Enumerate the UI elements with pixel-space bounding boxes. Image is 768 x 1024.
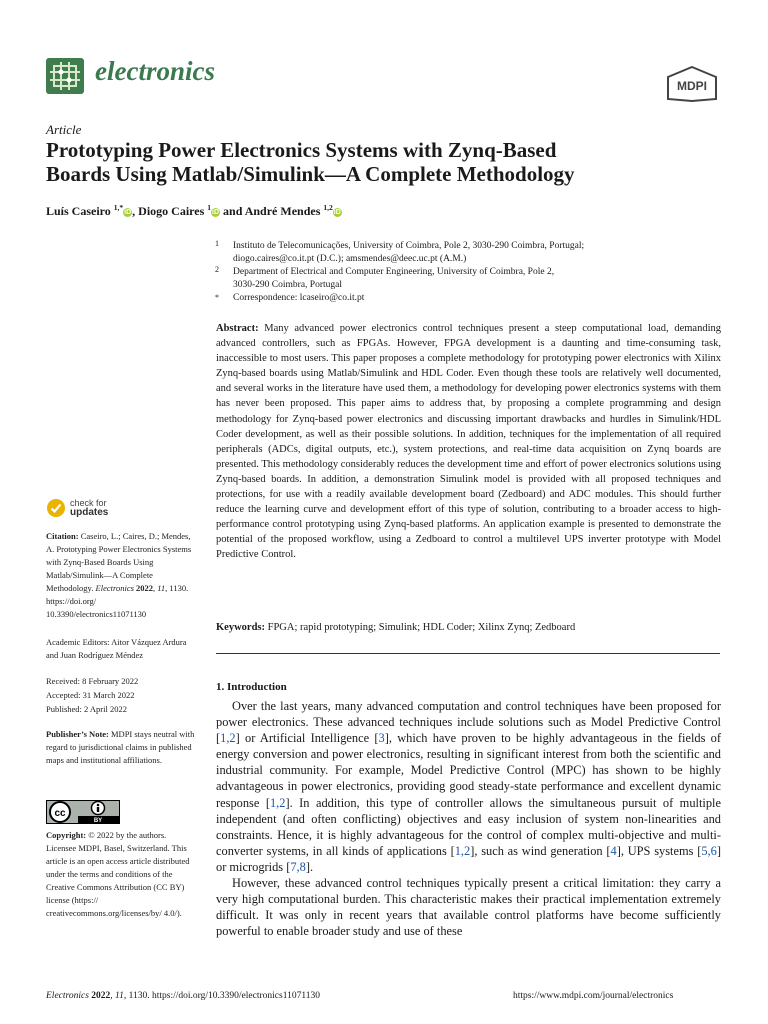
abstract: Abstract: Many advanced power electronics control techniques present a steep computational load, demanding advanced controllers, such as FPGAs. However, FPGA development is a daunting and time-consuming task, inaccessible to most users. This paper proposes a complete methodology for prototyping power electronics with Xilinx Zynq-based boards using Matlab/Simulink and HDL Coder. Even though these tools are relatively well documented, and several works in the literature have used them, a methodology for developing power electronics systems with them has never been proposed. This paper aims to address that, by proposing a complete programming and design methodology for Zynq-based power electronics and discussing important drawbacks and hurdles in Simulink/HDL Coder development, as well as their possible solutions. In addition, techniques for the implementation of all required peripherals (ADCs, digital outputs, etc.), system protections, and real-time data acquisition on Zynq boards are presented. This methodology considerably reduces the development time and effort of power electronics solutions using Zynq-based boards. In addition, a demonstration Simulink model is provided with all proposed techniques and protections, for use with a readily available development board (Zedboard) and ADC modules. This should further reduce the learning curve and development effort of this type of solution, contributing to a broader access to high-performance control prototyping using Zynq-based platforms. An application example is presented to demonstrate the potential of the proposed workflow, using a Zedboard to control a multilevel UPS inverter prototype with Model Predictive Control. [216,323,721,561]
accepted-date: Accepted: 31 March 2022 [46,690,135,700]
text-run: ], which have proven to be highly advantageous in the fields of energy conversion and power electronics, resulting in significant interest from both the scientific and industrial community. For example, Model Predictive Control (MPC) has shown to be highly advantageous in power electronics, providing good steady-state performance and excellent dynamic response [ [216,731,721,810]
cc-by-license-icon[interactable] [46,800,120,824]
circuit-board-icon [46,58,84,94]
publisher-name: MDPI [677,79,707,93]
text-run: ], such as wind generation [ [470,843,611,858]
affiliation-2: Department of Electrical and Computer Engineering, University of Coimbra, Pole 2, 3030-290 Coimbra, Portugal [233,267,555,290]
author-name: André Mendes [244,204,321,218]
paragraph [216,698,721,875]
check-for-updates[interactable]: check for updates [70,498,109,518]
publisher-note: Publisher’s Note: MDPI stays neutral with regard to jurisdictional claims in published maps and institutional affiliations. [46,729,195,765]
citation-link[interactable]: 1,2 [220,731,236,746]
citation-link[interactable]: 7,8 [290,859,306,874]
svg-text:cc: cc [54,808,66,819]
section-divider [216,653,720,654]
paragraph: However, these advanced control techniques typically present a critical limitation: they carry a very high computational burden. This characteristic makes their practical implementation extremely difficult. It was only in recent years that available control platforms have become sufficiently powerful to enable broader study and use of these [216,876,721,939]
mdpi-logo [666,66,718,102]
check-for-updates-icon[interactable] [46,498,66,518]
affiliation-number: 2 [215,265,219,274]
paper-title: Prototyping Power Electronics Systems with Zynq-Based Boards Using Matlab/Simulink—A Complete Methodology [46,138,575,186]
author-list: Luís Caseiro $^{1,*}$iD, Diogo Caires $^1$iD and André Mendes $^{1,2}$iD [46,203,341,218]
svg-text:BY: BY [93,818,103,824]
citation-link[interactable]: 5,6 [701,843,717,858]
footer-citation: Electronics 2022, 11, 1130. https://doi.org/10.3390/electronics11071130 [46,991,320,1001]
affiliation-number: * [215,293,219,302]
text-run: ] or microgrids [ [216,843,721,874]
text-run: ], UPS systems [ [616,843,702,858]
correspondence: Correspondence: lcaseiro@co.it.pt [233,293,365,303]
orcid-icon[interactable]: iD [124,209,132,216]
text-run: Over the last years, many advanced computation and control techniques have been proposed for power electronics. These advanced techniques include solutions such as Model Predictive Control [ [216,699,721,746]
author-name: Diogo Caires [138,204,205,218]
citation-link[interactable]: 1,2 [269,795,286,810]
citation-link[interactable]: 1,2 [454,843,471,858]
affiliation-1: Instituto de Telecomunicações, University of Coimbra, Pole 2, 3030-290 Coimbra, Portugal; diogo.caires@co.it.pt (D.C.); amsmendes@deec.uc.pt (A.M.) [233,241,585,264]
footer-journal-url[interactable]: https://www.mdpi.com/journal/electronics [513,991,674,1001]
academic-editors: Academic Editors: Aitor Vázquez Ardura and Juan Rodríguez Méndez [46,637,187,660]
author-name: Luís Caseiro [46,204,111,218]
citation-link[interactable]: 3 [378,731,385,746]
keywords: Keywords: FPGA; rapid prototyping; Simulink; HDL Coder; Xilinx Zynq; Zedboard [216,622,576,633]
published-date: Published: 2 April 2022 [46,704,127,714]
journal-name: electronics [95,56,215,86]
text-run: ] or Artificial Intelligence [ [235,731,379,746]
text-run: ]. [305,859,314,874]
citation-link[interactable]: 4 [610,843,617,858]
affiliation-number: 1 [215,239,219,248]
orcid-icon[interactable]: iD [333,209,341,216]
section-heading: 1. Introduction [216,681,287,693]
copyright: Copyright: © 2022 by the authors. Licensee MDPI, Basel, Switzerland. This article is an open access article distributed under the terms and conditions of the Creative Commons Attribution (CC BY) license (https:// creativecommons.org/licenses/by/ 4.0/). [46,830,190,918]
journal-logo [46,58,84,94]
received-date: Received: 8 February 2022 [46,676,139,686]
orcid-icon[interactable]: iD [212,209,220,216]
text-run: ]. In addition, this type of controller allows the simultaneous pursuit of multiple independent (and often conflicting) objectives and easy inclusion of system non-linearities and constraints. Hence, it is highly advantageous for the control of complex multi-objective and multi-converter systems, in all kinds of applications [ [216,795,721,858]
citation: Citation: Caseiro, L.; Caires, D.; Mendes, A. Prototyping Power Electronics Systems with Zynq-Based Boards Using Matlab/Simulink—A Complete Methodology. Electronics 2022, 11, 1130. https://doi.org/ 10.3390/electronics11071130 [46,531,192,619]
introduction-text [216,698,721,939]
article-type: Article [46,122,82,137]
